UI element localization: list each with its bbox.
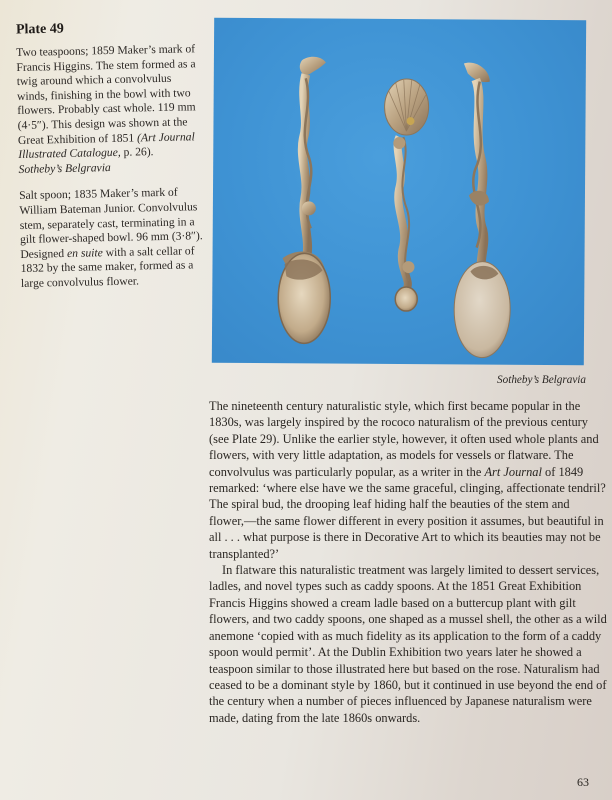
right-teaspoon [454,62,512,357]
page-number: 63 [577,775,589,789]
body-text [209,398,607,726]
spoons-photograph [212,18,586,366]
caption-teaspoons [16,42,205,177]
plate-title: Plate 49 [15,21,64,38]
caption-text: with a salt cellar of 1832 by the same maker, formed as a large convolvulus flower. [20,244,195,290]
spoons-illustration [212,18,586,366]
caption-text: p. 26). [120,145,154,159]
caption-italic-term: en suite [66,245,103,260]
caption-credit: Sotheby’s Belgravia [18,160,111,176]
caption-italic-reference: (Art Journal Illustrated Catalogue, [18,129,195,162]
body-paragraph-2: In flatware this naturalistic treatment was largely limited to dessert services, ladles, and novel types such as caddy spoons. At the 1851 Great Exhibition Francis Higgins showed a cream ladle based on a buttercup plant with gilt flowers, and two caddy spoons, one shaped as a mussel shell, the other as a wild anemone ‘copied with as much fidelity as its application to the form of a caddy spoon would permit’. At the Dublin Exhibition two years later he showed a teaspoon similar to those illustrated here but based on the rose. Naturalism had ceased to be a dominant style by 1860, but it continued in use beyond the end of the century when a number of pieces influenced by Japanese naturalism were made, dating from the late 1860s onwards. [209,563,607,725]
middle-salt-spoon [383,79,429,311]
caption-text: Two teaspoons; 1859 Maker’s mark of Francis Higgins. The stem formed as a twig around which a convolvulus winds, finishing in the bowl with two flowers. Probably cast whole. 119 mm (4·5″). This design was shown at the Great Exhibition of 1851 [16,42,196,147]
body-text-segment: of 1849 remarked: ‘where else have we the same graceful, clinging, affectionate tendril? The spiral bud, the drooping leaf hiding half the beauties of the stem and flower,—the same flower different in every position it assumes, but beautiful in all . . . what purpose is there in Decorative Art to which its beauties may not be transplanted?’ [209,464,606,561]
plate-captions [16,42,207,303]
body-paragraph-1 [209,398,607,562]
caption-text: Salt spoon; 1835 Maker’s mark of William Bateman Junior. Convolvulus stem, separately cast, terminating in a gilt flower-shaped bowl. 96 mm (3·8″). Designed [19,185,203,261]
caption-salt-spoon [19,185,207,291]
photo-credit: Sotheby’s Belgravia [497,374,586,386]
left-teaspoon [278,57,332,344]
journal-title-italic: Art Journal [484,464,542,479]
body-text-segment: The nineteenth century naturalistic style, which first became popular in the 1830s, was largely inspired by the rococo naturalism of the previous century (see Plate 29). Unlike the earlier style, however, it often used whole plants and flowers, with very little adaptation, as models for vessels or flatware. The convolvulus was particularly popular, as a writer in the [209,399,599,479]
